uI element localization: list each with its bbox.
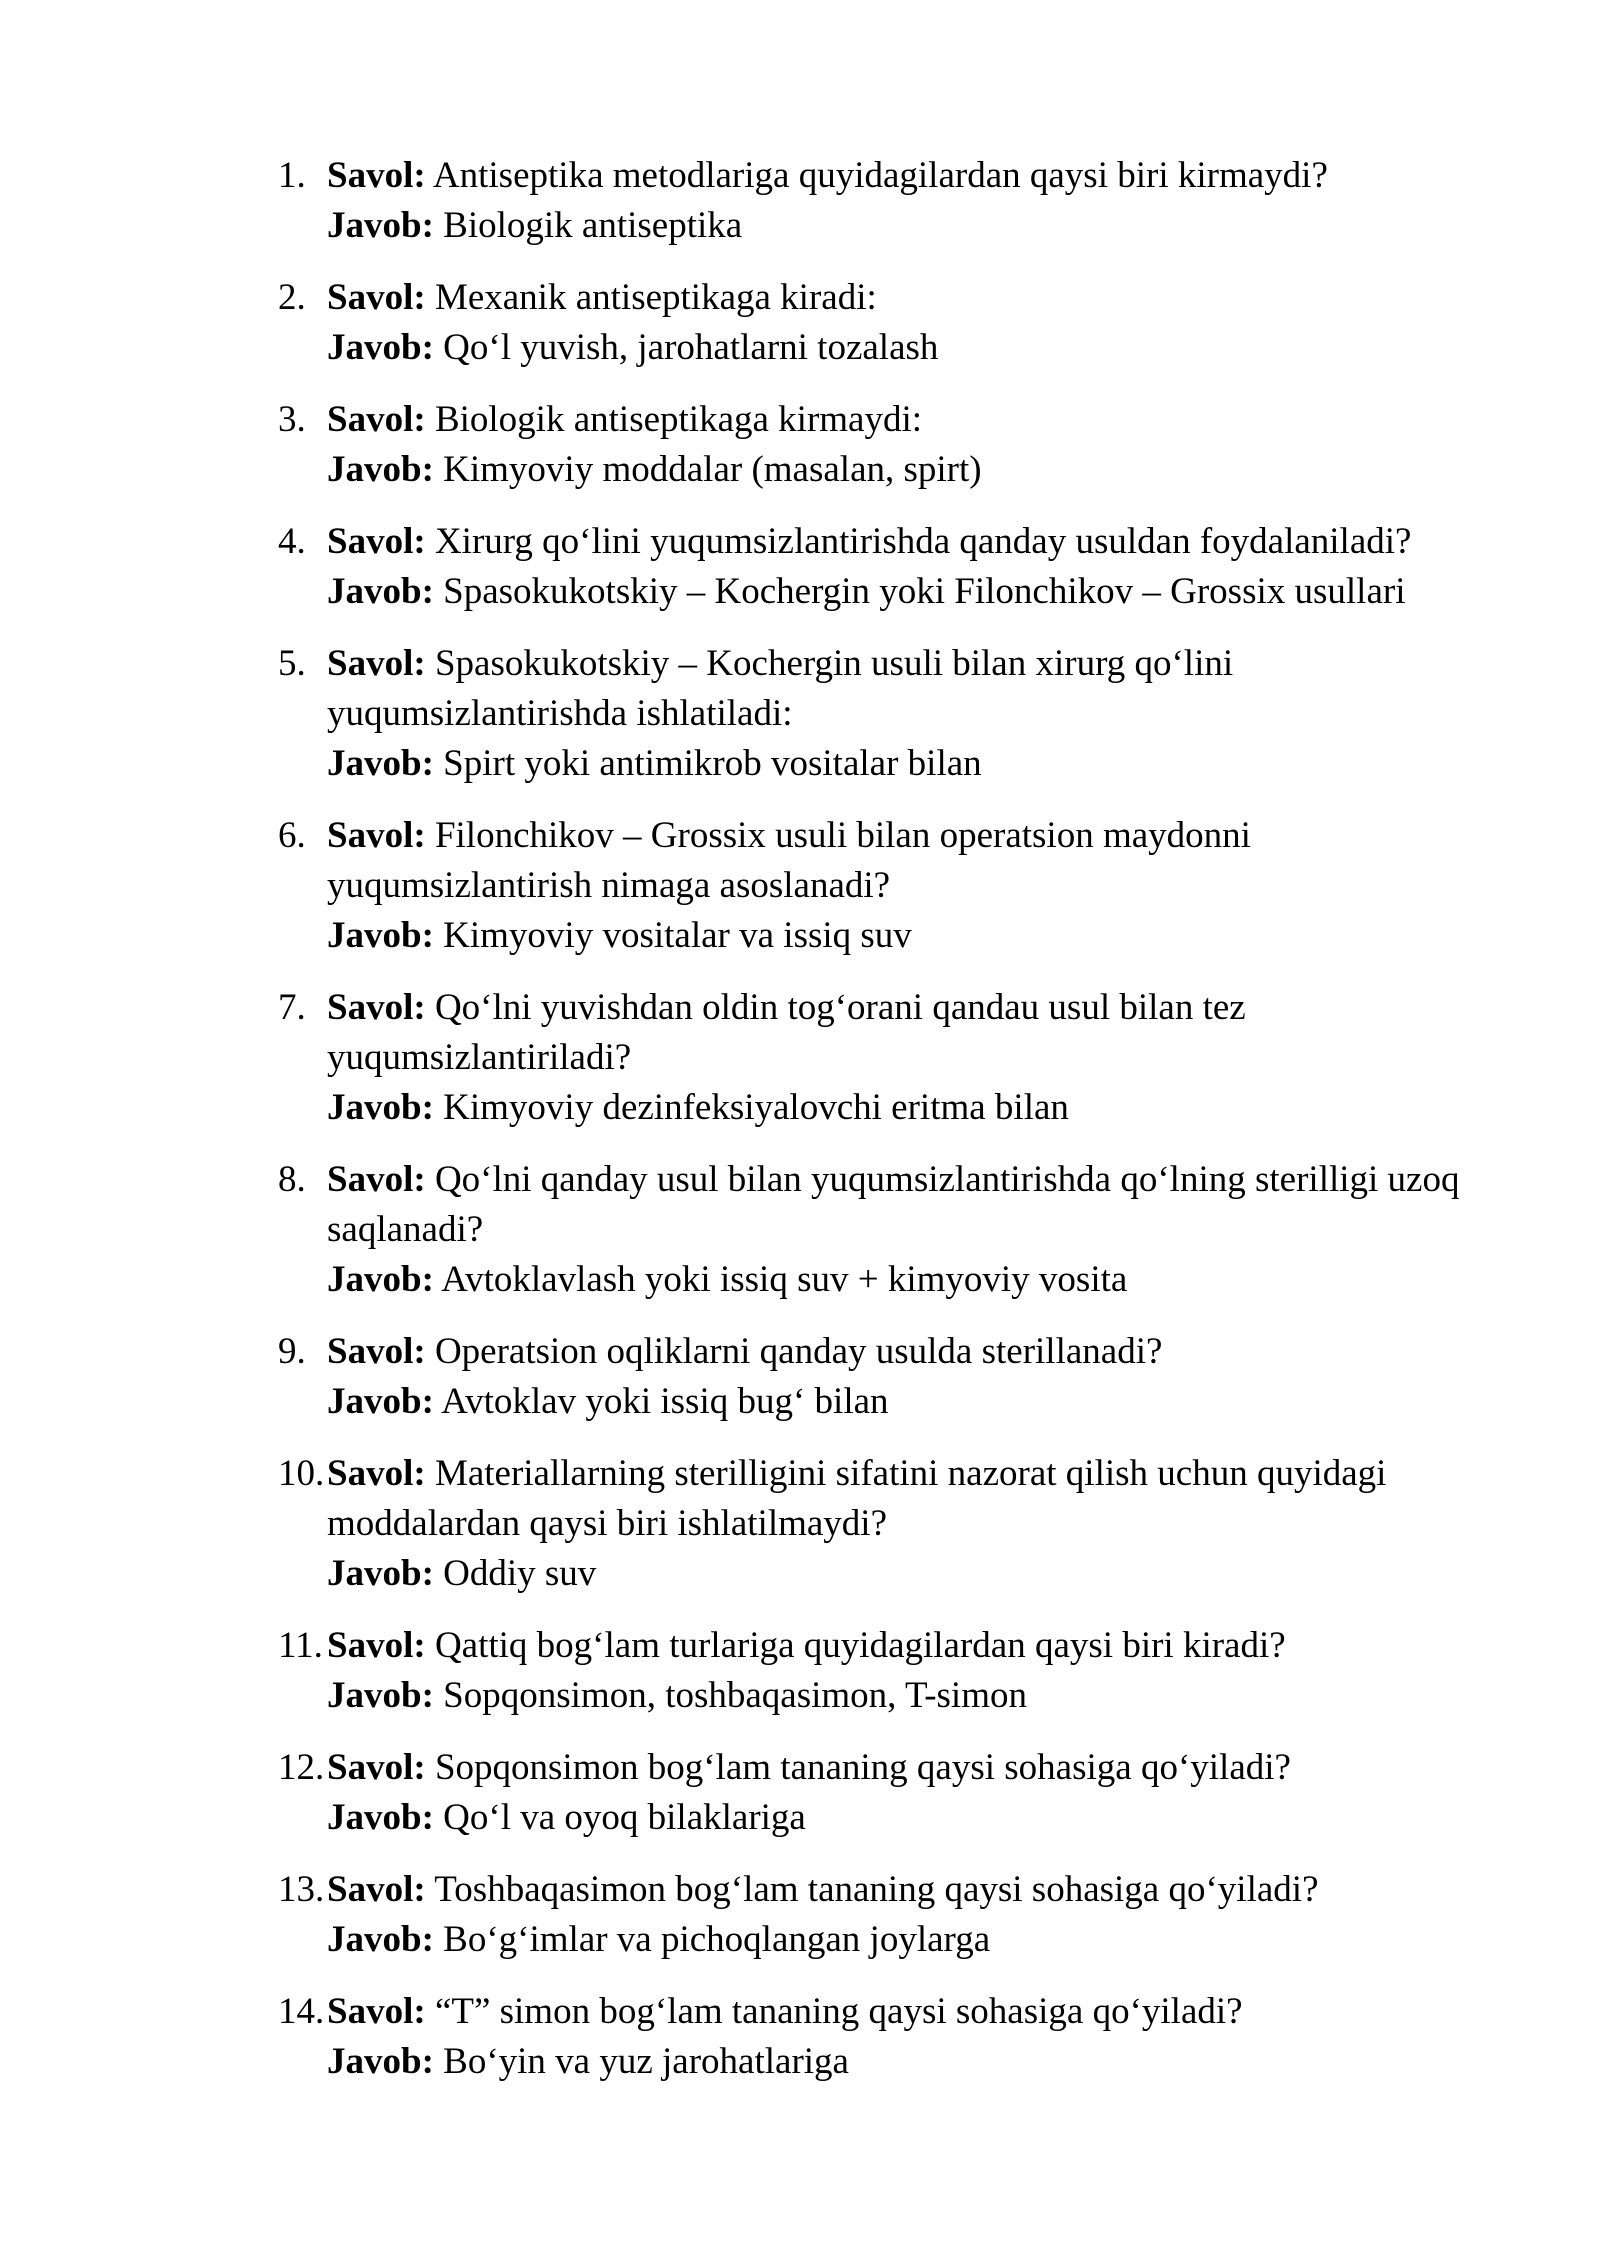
answer-line [327,1255,1477,1305]
savol-label: Savol: [327,1747,426,1788]
qa-item [278,151,1477,251]
savol-label: Savol: [327,277,426,318]
answer-line [327,201,1477,251]
question-line [327,395,1477,445]
javob-text: Qo‘l va oyoq bilaklariga [443,1797,806,1838]
savol-text: Spasokukotskiy – Kochergin usuli bilan xirurg qo‘lini yuqumsizlantirishda ishlatiladi: [327,643,1234,734]
javob-text: Spirt yoki antimikrob vositalar bilan [443,743,982,784]
savol-label: Savol: [327,521,426,562]
javob-text: Kimyoviy moddalar (masalan, spirt) [443,449,982,490]
list-number: 13. [278,1869,325,1910]
savol-label: Savol: [327,815,426,856]
javob-text: Avtoklavlash yoki issiq suv + kimyoviy vosita [441,1259,1128,1300]
list-number: 4. [278,521,306,562]
list-number: 14. [278,1991,325,2032]
savol-label: Savol: [327,155,426,196]
javob-label: Javob: [327,1553,434,1594]
savol-text: Xirurg qo‘lini yuqumsizlantirishda qanday usuldan foydalaniladi? [434,521,1412,562]
list-number: 6. [278,815,306,856]
javob-text: Bo‘yin va yuz jarohatlariga [443,2041,849,2082]
javob-label: Javob: [327,1675,434,1716]
javob-text: Avtoklav yoki issiq bug‘ bilan [441,1381,889,1422]
answer-line [327,445,1477,495]
question-line [327,639,1477,739]
javob-label: Javob: [327,205,434,246]
list-number: 11. [278,1625,323,1666]
list-number: 3. [278,399,306,440]
savol-label: Savol: [327,1331,426,1372]
savol-text: Materiallarning sterilligini sifatini nazorat qilish uchun quyidagi moddalardan qaysi biri ishlatilmaydi? [327,1453,1387,1544]
list-number: 10. [278,1453,325,1494]
answer-line [327,323,1477,373]
javob-text: Qo‘l yuvish, jarohatlarni tozalash [443,327,939,368]
question-line [327,151,1477,201]
answer-line [327,2037,1477,2087]
javob-text: Spasokukotskiy – Kochergin yoki Filonchikov – Grossix usullari [443,571,1406,612]
question-line [327,273,1477,323]
answer-line [327,1083,1477,1133]
qa-item [278,1865,1477,1965]
savol-text: Filonchikov – Grossix usuli bilan operatsion maydonni yuqumsizlantirish nimaga asoslanadi? [327,815,1251,906]
savol-text: Qo‘lni yuvishdan oldin tog‘orani qandau usul bilan tez yuqumsizlantiriladi? [327,987,1246,1078]
javob-label: Javob: [327,1797,434,1838]
question-line [327,1621,1477,1671]
savol-text: Sopqonsimon bog‘lam tananing qaysi sohasiga qo‘yiladi? [434,1747,1291,1788]
answer-line [327,1915,1477,1965]
savol-label: Savol: [327,399,426,440]
javob-label: Javob: [327,1087,434,1128]
javob-label: Javob: [327,571,434,612]
savol-text: Operatsion oqliklarni qanday usulda sterillanadi? [434,1331,1163,1372]
savol-label: Savol: [327,1991,426,2032]
savol-label: Savol: [327,1453,426,1494]
question-line [327,1865,1477,1915]
qa-list [0,151,1600,2087]
javob-text: Bo‘g‘imlar va pichoqlangan joylarga [443,1919,991,1960]
javob-text: Sopqonsimon, toshbaqasimon, T-simon [443,1675,1027,1716]
list-number: 12. [278,1747,325,1788]
question-line [327,1987,1477,2037]
javob-label: Javob: [327,1919,434,1960]
javob-text: Oddiy suv [443,1553,597,1594]
qa-item [278,273,1477,373]
javob-label: Javob: [327,449,434,490]
answer-line [327,911,1477,961]
qa-item [278,639,1477,789]
qa-item [278,517,1477,617]
qa-item [278,983,1477,1133]
savol-text: Toshbaqasimon bog‘lam tananing qaysi sohasiga qo‘yiladi? [434,1869,1319,1910]
javob-text: Kimyoviy dezinfeksiyalovchi eritma bilan [443,1087,1069,1128]
list-number: 1. [278,155,306,196]
question-line [327,1743,1477,1793]
javob-text: Kimyoviy vositalar va issiq suv [443,915,912,956]
qa-item [278,1621,1477,1721]
list-number: 7. [278,987,306,1028]
javob-label: Javob: [327,1259,434,1300]
list-number: 5. [278,643,306,684]
answer-line [327,567,1477,617]
question-line [327,1449,1477,1549]
question-line [327,1155,1477,1255]
savol-label: Savol: [327,643,426,684]
qa-item [278,1987,1477,2087]
savol-text: Mexanik antiseptikaga kiradi: [434,277,877,318]
qa-item [278,395,1477,495]
qa-item [278,1743,1477,1843]
savol-text: Qo‘lni qanday usul bilan yuqumsizlantirishda qo‘lning sterilligi uzoq saqlanadi? [327,1159,1460,1250]
list-number: 8. [278,1159,306,1200]
savol-text: “T” simon bog‘lam tananing qaysi sohasiga qo‘yiladi? [434,1991,1243,2032]
savol-label: Savol: [327,1159,426,1200]
javob-label: Javob: [327,915,434,956]
answer-line [327,1377,1477,1427]
savol-label: Savol: [327,1869,426,1910]
list-number: 2. [278,277,306,318]
savol-text: Antiseptika metodlariga quyidagilardan qaysi biri kirmaydi? [432,155,1328,196]
answer-line [327,1549,1477,1599]
question-line [327,811,1477,911]
javob-text: Biologik antiseptika [443,205,743,246]
savol-text: Qattiq bog‘lam turlariga quyidagilardan qaysi biri kiradi? [434,1625,1286,1666]
answer-line [327,1671,1477,1721]
qa-item [278,1155,1477,1305]
savol-label: Savol: [327,987,426,1028]
qa-item [278,1449,1477,1599]
question-line [327,983,1477,1083]
javob-label: Javob: [327,1381,434,1422]
question-line [327,517,1477,567]
savol-label: Savol: [327,1625,426,1666]
javob-label: Javob: [327,743,434,784]
list-number: 9. [278,1331,306,1372]
answer-line [327,1793,1477,1843]
answer-line [327,739,1477,789]
qa-item [278,811,1477,961]
javob-label: Javob: [327,327,434,368]
question-line [327,1327,1477,1377]
qa-item [278,1327,1477,1427]
savol-text: Biologik antiseptikaga kirmaydi: [434,399,923,440]
javob-label: Javob: [327,2041,434,2082]
